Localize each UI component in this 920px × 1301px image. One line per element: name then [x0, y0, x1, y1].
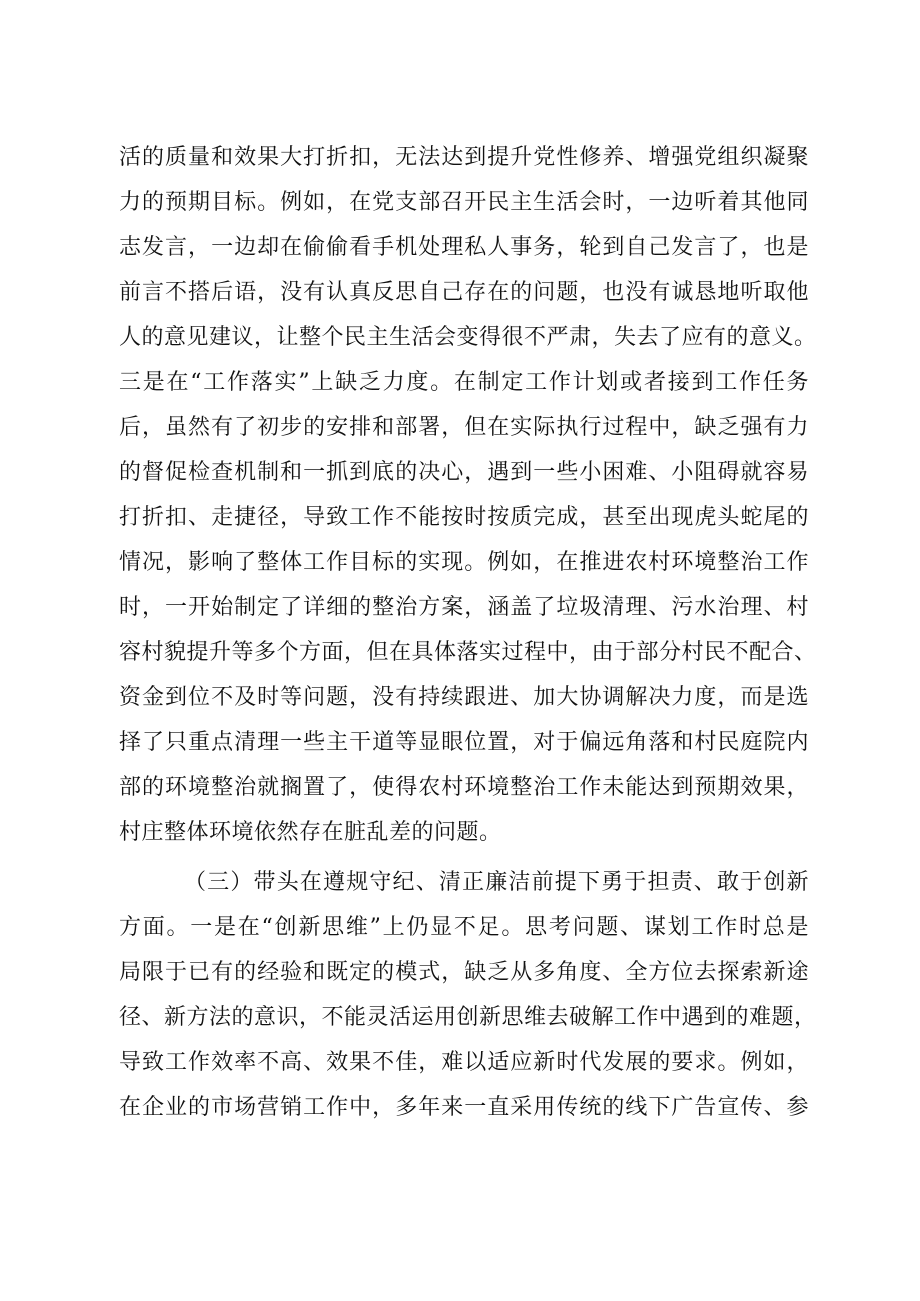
text-line: 择了只重点清理一些主干道等显眼位置，对于偏远角落和村民庭院内	[119, 730, 809, 755]
text-line: 径、新方法的意识，不能灵活运用创新思维去破解工作中遇到的难题，	[119, 1005, 817, 1030]
section-heading-line: （三）带头在遵规守纪、清正廉洁前提下勇于担责、敢于创新	[184, 870, 809, 895]
text-line: 资金到位不及时等问题，没有持续跟进、加大协调解决力度，而是选	[119, 685, 809, 710]
text-line: 情况，影响了整体工作目标的实现。例如，在推进农村环境整治工作	[119, 550, 809, 575]
text-line: 容村貌提升等多个方面，但在具体落实过程中，由于部分村民不配合、	[119, 640, 817, 665]
text-line: 志发言，一边却在偷偷看手机处理私人事务，轮到自己发言了，也是	[119, 235, 809, 260]
text-line: 活的质量和效果大打折扣，无法达到提升党性修养、增强党组织凝聚	[119, 145, 809, 170]
text-line: 部的环境整治就搁置了，使得农村环境整治工作未能达到预期效果，	[119, 775, 809, 800]
text-line: 的督促检查机制和一抓到底的决心，遇到一些小困难、小阻碍就容易	[119, 460, 809, 485]
text-line: 时，一开始制定了详细的整治方案，涵盖了垃圾清理、污水治理、村	[119, 595, 809, 620]
text-line: 三是在“工作落实”上缺乏力度。在制定工作计划或者接到工作任务	[119, 370, 809, 395]
text-line: 在企业的市场营销工作中，多年来一直采用传统的线下广告宣传、参	[119, 1095, 809, 1120]
text-line: 导致工作效率不高、效果不佳，难以适应新时代发展的要求。例如，	[119, 1050, 809, 1075]
text-line: 人的意见建议，让整个民主生活会变得很不严肃，失去了应有的意义。	[119, 325, 817, 350]
text-line: 方面。一是在“创新思维”上仍显不足。思考问题、谋划工作时总是	[119, 915, 809, 940]
text-line: 后，虽然有了初步的安排和部署，但在实际执行过程中，缺乏强有力	[119, 415, 809, 440]
text-line: 打折扣、走捷径，导致工作不能按时按质完成，甚至出现虎头蛇尾的	[119, 505, 809, 530]
text-line: 村庄整体环境依然存在脏乱差的问题。	[119, 820, 502, 845]
text-line: 力的预期目标。例如，在党支部召开民主生活会时，一边听着其他同	[119, 190, 809, 215]
text-line: 前言不搭后语，没有认真反思自己存在的问题，也没有诚恳地听取他	[119, 280, 809, 305]
text-line: 局限于已有的经验和既定的模式，缺乏从多角度、全方位去探索新途	[119, 960, 809, 985]
